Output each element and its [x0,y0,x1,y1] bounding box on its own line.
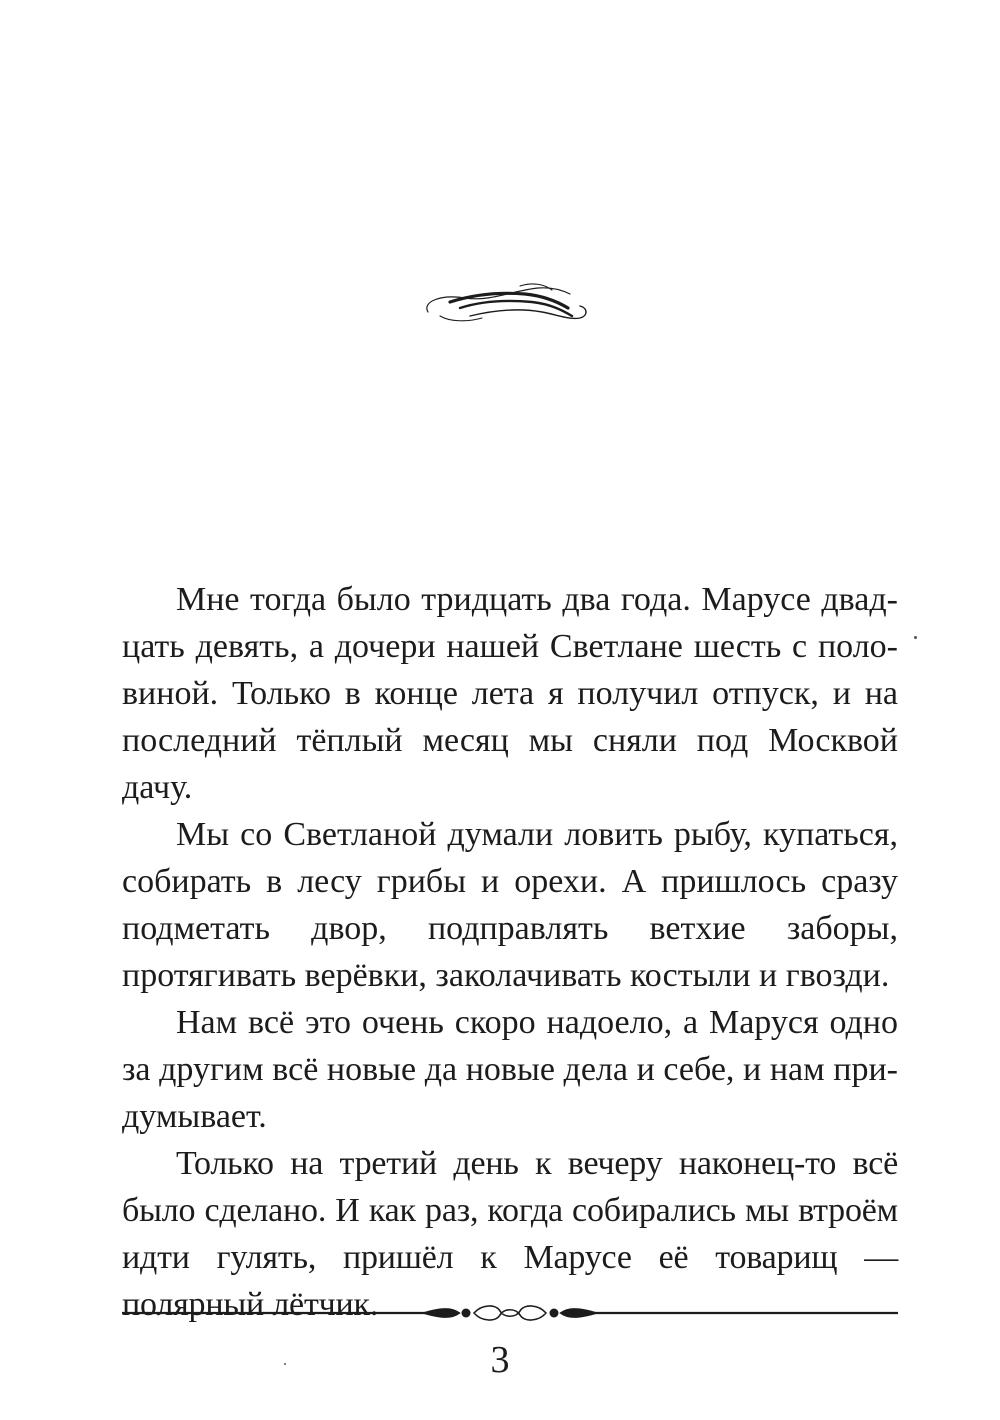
paragraph: Мы со Светланой думали ловить рыбу, купаться, собирать в лесу грибы и орехи. А пришлось сразу подметать двор, подправлять ветхие заборы, протягивать верёвки, заколачивать костыли и гвозди. [122,816,898,994]
page-number: 3 [490,1339,510,1381]
flourish-ornament-icon [420,272,590,332]
paragraph: Только на третий день к вечеру наконец-то всё было сделано. И как раз, когда собирались мы втроём идти гулять, пришёл к Марусе её товарищ — полярный лётчик. [122,1145,898,1323]
ornamental-divider-icon [122,1296,898,1330]
body-text [122,576,898,1328]
paper-speck [284,1363,286,1365]
paper-speck [914,636,917,639]
paragraph: Мне тогда было тридцать два года. Марусе двадцать девять, а дочери нашей Светлане шесть с половиной. Только в конце лета я получил отпуск, и на последний тёплый месяц мы сняли под Москвой дачу. [122,581,898,806]
paragraph: Нам всё это очень скоро надоело, а Маруся одно за другим всё новые да новые дела и себе, и нам придумывает. [122,1004,898,1135]
